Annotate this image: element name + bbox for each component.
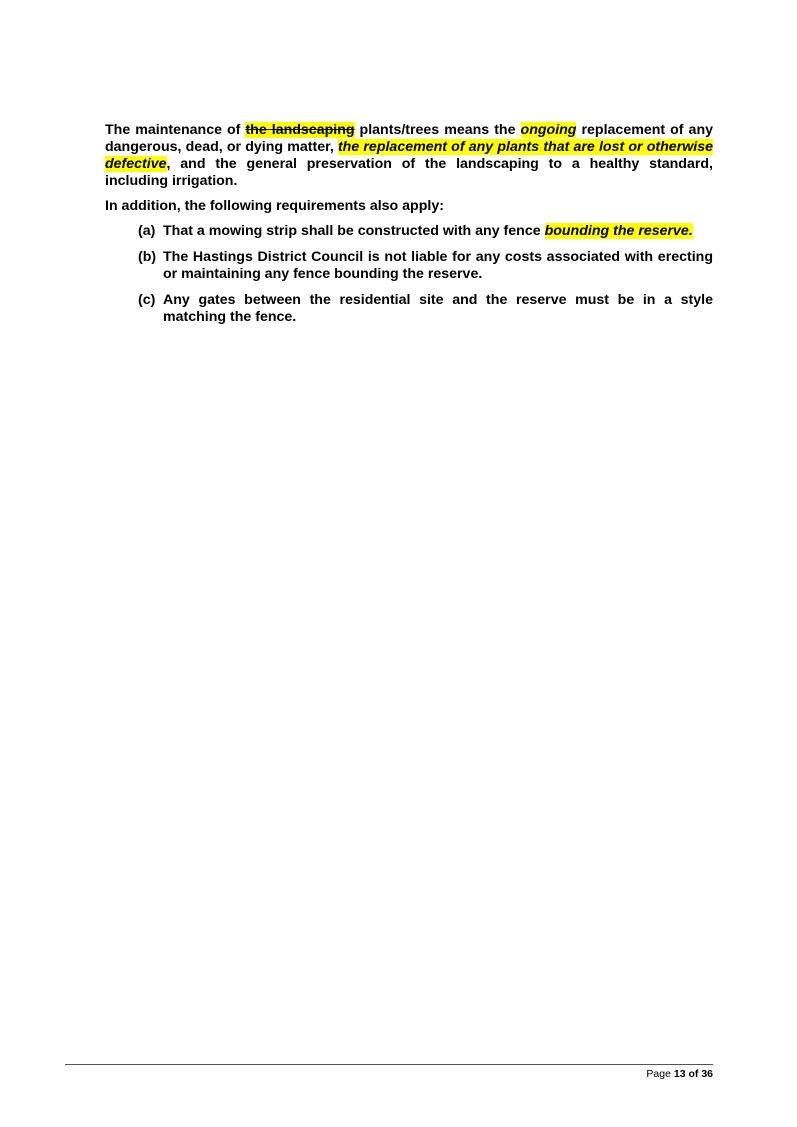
inserted-text: bounding the reserve. xyxy=(544,223,693,239)
list-item-text: The Hastings District Council is not liable for any costs associated with erecting or maintaining any fence bounding the reserve. xyxy=(163,249,713,282)
requirements-list xyxy=(105,223,713,326)
paragraph-text: plants/trees means the xyxy=(354,122,521,138)
requirements-intro: In addition, the following requirements also apply: xyxy=(105,198,444,214)
maintenance-paragraph xyxy=(105,122,713,190)
page-footer xyxy=(105,1068,713,1081)
paragraph-text: replacement of any dangerous, dead, or dying matter, xyxy=(105,122,713,155)
inserted-text: the replacement of any plants that are lost or otherwise defective xyxy=(105,139,713,172)
inserted-text: ongoing xyxy=(520,122,577,138)
footer-divider xyxy=(65,1064,713,1065)
page-number: 13 xyxy=(673,1068,686,1080)
paragraph-text: The maintenance of xyxy=(105,122,246,138)
list-item xyxy=(105,292,713,326)
list-marker: (a) xyxy=(138,223,156,239)
list-item xyxy=(105,249,713,283)
page-total: 36 xyxy=(701,1068,713,1080)
page-of-label: of xyxy=(685,1068,702,1080)
page-label: Page xyxy=(646,1068,674,1080)
list-marker: (b) xyxy=(138,249,157,265)
list-marker: (c) xyxy=(138,292,156,308)
list-item xyxy=(105,223,713,240)
list-item-text: Any gates between the residential site and the reserve must be in a style matching the fence. xyxy=(163,292,713,325)
document-body xyxy=(105,122,713,326)
list-item-text: That a mowing strip shall be constructed with any fence xyxy=(163,223,545,239)
deleted-text: the landscaping xyxy=(245,122,355,138)
paragraph-text: , and the general preservation of the landscaping to a healthy standard, including irrigation. xyxy=(105,156,713,189)
